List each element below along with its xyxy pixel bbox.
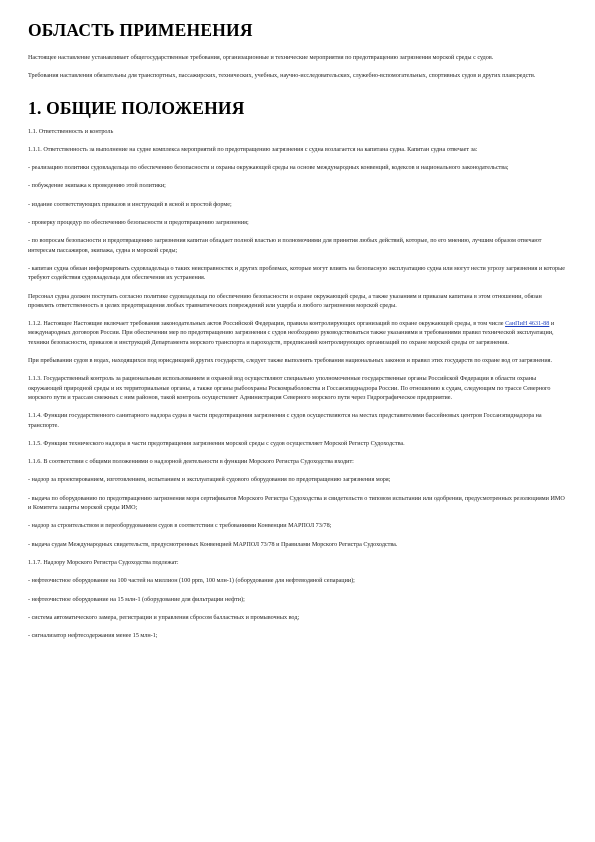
- paragraph: Персонал судна должен поступать согласно политике судовладельца по обеспечению безопасности и охране окружающей среды, а также указаниям и приказам капитана в этом отношении, обязан проявлять ответственность в целях предотвращения любых травматических повреждений или ущерба и любого загрязнения морской среды.: [28, 293, 542, 309]
- paragraph: 1.1.7. Надзору Морского Регистра Судоходства подлежат:: [28, 559, 179, 566]
- list-item: - проверку процедур по обеспечению безопасности и предотвращению загрязнения;: [28, 220, 249, 227]
- paragraph-text: и международных договоров России. При обеспечении мер по предотвращению загрязнения с судов необходимо руководствоваться также указаниями и требованиями правил технической эксплуатации, техники безопасности, приказов и инструкций Департамента морского транспорта и пароходств, предписаний контролирующих организаций по охране морской среды от загрязнения.: [28, 321, 555, 346]
- paragraph: 1.1.4. Функции государственного санитарного надзора судна в части предотвращения загрязнения с судов осуществляются на местах представителями бассейновых центров Госсанэпиднадзора на транспорте.: [28, 413, 542, 429]
- scope-paragraph: Требования наставления обязательны для транспортных, пассажирских, технических, учебных, научно-исследовательских, служебно-вспомогательных, спортивных судов и других плавсредств.: [28, 73, 536, 80]
- list-item: - реализацию политики судовладельца по обеспечению безопасности и охраны окружающей среды на основе международных конвенций, кодексов и национального законодательства;: [28, 165, 509, 172]
- sanpin-link[interactable]: СанПиН 4631-88: [505, 321, 550, 328]
- list-item: - надзор за строительством и переоборудованием судов в соответствии с требованиями Конвенции МАРПОЛ 73/78;: [28, 523, 332, 530]
- scope-paragraph: Настоящее наставление устанавливает общегосударственные требования, организационные и технические мероприятия по предотвращению загрязнения морской среды с судов.: [28, 55, 494, 61]
- section-heading-scope: ОБЛАСТЬ ПРИМЕНЕНИЯ: [28, 20, 253, 40]
- list-item: - побуждение экипажа к проведению этой политики;: [28, 183, 166, 190]
- list-item: - выдача по оборудованию по предотвращению загрязнения моря сертификатов Морского Регистра Судоходства и свидетельств о типовом испытании или одобрении, предусмотренных резолюциями ИМО и Комитета защиты морской среды ИМО;: [28, 495, 565, 512]
- list-item: - по вопросам безопасности и предотвращению загрязнения капитан обладает полной властью и полномочиями для принятия любых действий, которые, по его мнению, лучшим образом отвечают интересам пассажиров, экипажа, судна и морской среды;: [28, 238, 542, 254]
- paragraph: 1.1.1. Ответственность за выполнение на судне комплекса мероприятий по предотвращению загрязнения с судна возлагается на капитана судна. Капитан судна отвечает за:: [28, 146, 478, 153]
- paragraph: [28, 320, 567, 348]
- list-item: - надзор за проектированием, изготовлением, испытанием и эксплуатацией судового оборудования по предотвращению загрязнения моря;: [28, 477, 391, 484]
- list-item: - издание соответствующих приказов и инструкций в ясной и простой форме;: [28, 201, 232, 208]
- list-item: - сигнализатор нефтесодержания менее 15 млн-1;: [28, 633, 158, 640]
- section-heading-general: 1. ОБЩИЕ ПОЛОЖЕНИЯ: [28, 97, 245, 118]
- list-item: - нефтеочистное оборудование на 100 частей на миллион (100 ppm, 100 млн-1) (оборудование для нефтеводяной сепарации);: [28, 578, 355, 585]
- paragraph: 1.1.3. Государственный контроль за рациональным использованием и охраной вод осуществляют специально уполномоченные государственные органы Российской Федерации в области охраны окружающей природной среды и их территориальные органы, а также органы рыбоохраны Роскомрыболовства и Госсанэпиднадзора России. По отношению к судам, следующим по трассе Северного морского пути и трассам смежных с ним районов, такой контроль осуществляет Администрация Северного морского пути через Гидрографическое предприятие.: [28, 376, 551, 401]
- paragraph: 1.1.6. В соответствии с общими положениями о надзорной деятельности в функции Морского Регистра Судоходства входит:: [28, 459, 354, 466]
- list-item: - капитан судна обязан информировать судовладельца о таких неисправностях и других проблемах, которые могут влиять на безопасную эксплуатацию судна или могут нести угрозу загрязнения и которые требуют содействия судовладельца для обеспечения их устранения.: [28, 265, 565, 282]
- paragraph: 1.1.5. Функции технического надзора в части предотвращения загрязнения морской среды с судов осуществляет Морской Регистр Судоходства.: [28, 440, 405, 447]
- list-item: - нефтеочистное оборудование на 15 млн-1 (оборудование для фильтрации нефти);: [28, 596, 245, 603]
- list-item: - выдача судам Международных свидетельств, предусмотренных Конвенцией МАРПОЛ 73/78 и Правилами Морского Регистра Судоходства.: [28, 541, 398, 548]
- subsection-title: 1.1. Ответственность и контроль: [28, 128, 114, 135]
- paragraph-text: 1.1.2. Настоящее Настоящие включает требования законодательных актов Российской Федерации, правила контролирующих организаций по охране окружающей среды, в том числе: [28, 321, 506, 328]
- list-item: - система автоматического замера, регистрации и управления сбросом балластных и промывочных вод;: [28, 614, 300, 621]
- paragraph: При пребывании судов в водах, находящихся под юрисдикцией других государств, следует также выполнять требования национальных законов и правил этих государств по охране вод от загрязнения.: [28, 358, 552, 365]
